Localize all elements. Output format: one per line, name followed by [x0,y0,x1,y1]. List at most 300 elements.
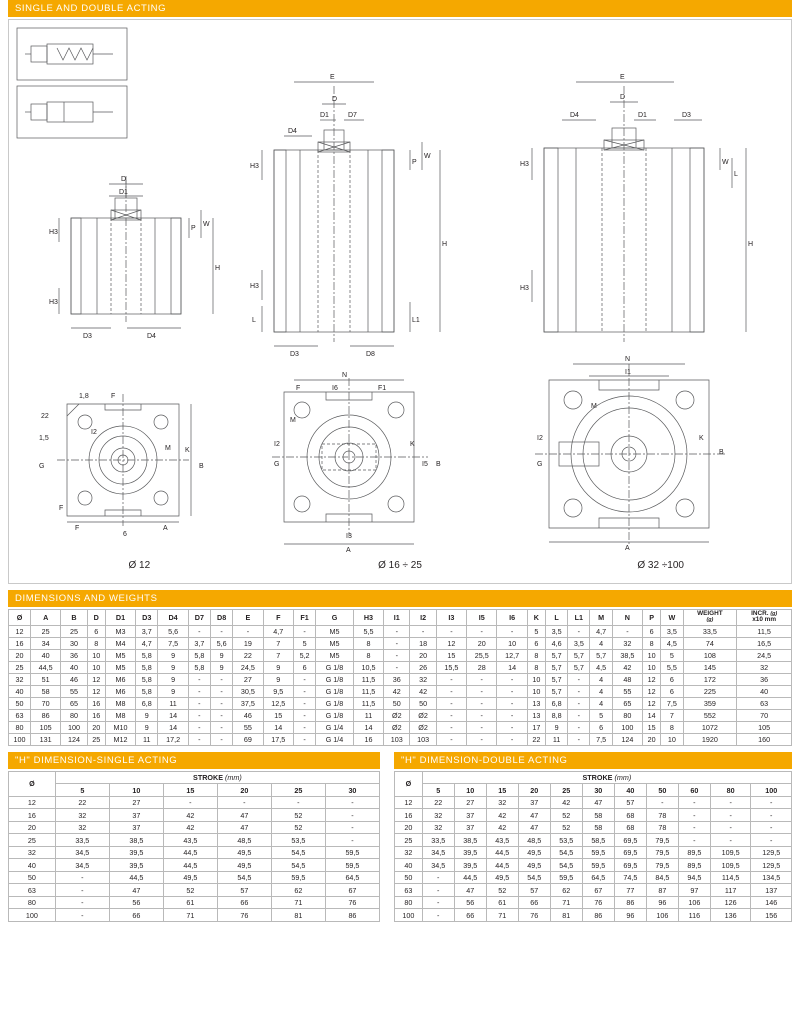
h-double-stroke-head [422,771,791,784]
table-cell: 24,5 [737,649,792,661]
svg-text:P: P [191,225,196,232]
svg-text:M: M [165,445,171,452]
table-cell: 10 [643,661,661,673]
table-row [9,809,380,822]
table-cell: 80 [61,709,87,721]
table-cell: 63 [395,884,423,897]
table-cell: 76 [217,909,271,922]
dimensions-col-head: WEIGHT (g) [683,610,737,626]
table-cell: 53,5 [550,834,582,847]
table-cell: 96 [614,909,646,922]
table-cell: - [188,709,210,721]
stroke-col-head: 10 [109,784,163,797]
table-cell: 9 [158,673,188,685]
section-header-h-single: "H" DIMENSION-SINGLE ACTING [8,752,380,769]
svg-text:P: P [412,159,417,166]
table-row [9,649,792,661]
table-cell: M6 [105,685,135,697]
table-cell: 5,6 [211,637,233,649]
table-row [9,884,380,897]
table-cell: 17 [527,721,545,733]
table-cell: 59,5 [271,871,325,884]
table-cell: 32 [55,821,109,834]
table-cell: - [436,697,466,709]
table-cell: 7 [263,637,293,649]
table-cell: 15 [643,721,661,733]
table-cell: - [188,733,210,745]
table-cell: 11,5 [353,685,383,697]
table-cell: - [188,721,210,733]
table-cell: 25 [9,834,56,847]
table-cell: 25 [395,834,423,847]
table-cell: 10 [661,733,683,745]
svg-text:H3: H3 [520,161,529,168]
table-cell: 32 [422,821,454,834]
h-double-stroke-unit: (mm) [614,773,632,783]
table-cell: 6,8 [136,697,158,709]
table-row [9,697,792,709]
table-cell: 129,5 [751,859,792,872]
table-cell: 34,5 [55,859,109,872]
table-row [395,796,792,809]
svg-text:I1: I1 [625,369,631,376]
table-cell: 5,7 [545,661,567,673]
table-cell: - [211,685,233,697]
table-cell: 20 [410,649,436,661]
table-cell: 172 [683,673,737,685]
table-cell: 25,5 [467,649,497,661]
table-cell: 50 [9,871,56,884]
table-cell: 69,5 [614,859,646,872]
table-cell: - [325,796,379,809]
table-cell: - [211,673,233,685]
table-cell: 33,5 [55,834,109,847]
table-cell: 124 [61,733,87,745]
table-cell: 54,5 [550,846,582,859]
table-cell: M8 [105,697,135,709]
table-cell: - [384,637,410,649]
table-cell: - [678,809,710,822]
table-cell: Ø2 [410,721,436,733]
table-cell: - [568,685,590,697]
table-cell: 80 [9,721,31,733]
table-cell: 16 [9,809,56,822]
table-cell: - [568,709,590,721]
table-row [395,884,792,897]
table-cell: 15,5 [436,661,466,673]
table-cell: - [422,871,454,884]
h-single-diameter-head: Ø [9,771,56,796]
table-cell: 81 [550,909,582,922]
table-cell: M5 [316,625,354,637]
svg-text:M: M [591,403,597,410]
caption-row [9,560,791,571]
table-cell: 5,8 [136,661,158,673]
table-cell: - [293,733,315,745]
table-cell: 12 [643,697,661,709]
table-cell: 69 [233,733,263,745]
table-cell: 5,7 [590,649,612,661]
table-cell: 80 [9,896,56,909]
table-cell: 50 [9,697,31,709]
table-row [9,685,792,697]
stroke-col-head: 40 [614,784,646,797]
table-cell: 71 [163,909,217,922]
svg-text:D3: D3 [682,112,691,119]
table-cell: 6 [293,661,315,673]
table-cell: 3,7 [188,637,210,649]
table-row [395,871,792,884]
table-cell: 11,5 [737,625,792,637]
table-cell: 3,5 [661,625,683,637]
table-cell: M10 [105,721,135,733]
table-cell: - [467,673,497,685]
table-cell: 225 [683,685,737,697]
dimensions-col-head: D8 [211,610,233,626]
table-cell: 44,5 [31,661,61,673]
table-cell: - [211,733,233,745]
table-cell: 59,5 [550,871,582,884]
table-cell: 32 [9,846,56,859]
table-cell: 50 [395,871,423,884]
table-cell: - [612,625,642,637]
svg-text:I2: I2 [91,429,97,436]
table-cell: 22 [55,796,109,809]
table-cell: 55 [612,685,642,697]
table-cell: 106 [678,896,710,909]
table-cell: 12,7 [497,649,527,661]
table-cell: 54,5 [518,871,550,884]
table-cell: 55 [61,685,87,697]
table-cell: 9 [263,673,293,685]
table-cell: 7,5 [590,733,612,745]
svg-text:F: F [111,393,116,400]
stroke-col-head: 5 [55,784,109,797]
table-cell: 5,7 [568,661,590,673]
table-cell: 86 [325,909,379,922]
table-cell: - [710,821,751,834]
svg-text:L: L [252,317,256,324]
table-cell: 12 [9,796,56,809]
table-row [9,733,792,745]
table-cell: 117 [710,884,751,897]
table-cell: 74,5 [614,871,646,884]
svg-text:N: N [625,356,631,363]
table-cell: 84,5 [646,871,678,884]
table-cell: 68 [614,809,646,822]
stroke-col-head: 100 [751,784,792,797]
table-cell: 5,5 [353,625,383,637]
svg-text:E: E [330,74,335,81]
table-cell: 11,5 [353,697,383,709]
table-row [9,709,792,721]
svg-text:G: G [39,463,45,470]
table-cell: - [271,796,325,809]
table-cell: 47 [518,821,550,834]
table-cell: 10,5 [353,661,383,673]
table-cell: 96 [646,896,678,909]
table-cell: 126 [710,896,751,909]
table-cell: 70 [737,709,792,721]
table-cell: 36 [737,673,792,685]
table-cell: M6 [105,673,135,685]
dimensions-col-head: M [590,610,612,626]
table-cell: 32 [395,846,423,859]
table-cell: 10 [87,661,105,673]
table-cell: 9 [136,709,158,721]
table-cell: - [293,673,315,685]
table-cell: 109,5 [710,859,751,872]
table-cell: - [568,673,590,685]
svg-text:I6: I6 [332,385,338,392]
table-cell: Ø2 [410,709,436,721]
svg-text:H3: H3 [520,285,529,292]
table-cell: 27 [109,796,163,809]
table-cell: - [217,796,271,809]
table-cell: 105 [31,721,61,733]
svg-text:D8: D8 [366,351,375,358]
table-cell: - [467,733,497,745]
table-cell: - [325,821,379,834]
svg-text:W: W [424,153,431,160]
stroke-col-head: 20 [217,784,271,797]
svg-text:I3: I3 [346,533,352,540]
table-cell: - [467,709,497,721]
table-cell: 9 [136,721,158,733]
table-cell: 79,5 [646,859,678,872]
table-cell: 66 [454,909,486,922]
table-cell: G 1/8 [316,673,354,685]
table-cell: 9 [211,661,233,673]
table-cell: 5,5 [661,661,683,673]
dimensions-col-head: D [87,610,105,626]
h-single-head [9,771,380,796]
table-row [9,661,792,673]
h-double-stroke-values-row [395,784,792,797]
table-cell: 42 [384,685,410,697]
table-cell: 134,5 [751,871,792,884]
table-cell: - [293,685,315,697]
table-cell: - [188,673,210,685]
table-cell: - [422,909,454,922]
svg-text:A: A [625,545,630,552]
table-cell: 62 [550,884,582,897]
svg-text:L1: L1 [412,317,420,324]
table-cell: 5,8 [188,649,210,661]
table-cell: 54,5 [550,859,582,872]
table-cell: 4,7 [263,625,293,637]
table-cell: 11 [353,709,383,721]
section-header-h-double: "H" DIMENSION-DOUBLE ACTING [394,752,792,769]
table-cell: 66 [109,909,163,922]
dimensions-col-head: K [527,610,545,626]
table-cell: 109,5 [710,846,751,859]
dimensions-col-head: INCR. (g) x10 mm [737,610,792,626]
table-cell: 22 [233,649,263,661]
table-cell: 4 [590,697,612,709]
table-cell: 47 [217,809,271,822]
table-cell: 146 [751,896,792,909]
table-cell: 34,5 [55,846,109,859]
table-cell: 124 [612,733,642,745]
table-cell: 4 [590,685,612,697]
table-cell: - [678,796,710,809]
table-cell: - [422,896,454,909]
table-row [395,821,792,834]
table-cell: - [751,821,792,834]
table-row [9,721,792,733]
h-single-body [9,796,380,921]
table-cell: 100 [9,909,56,922]
svg-text:K: K [699,435,704,442]
table-cell: 20 [87,721,105,733]
table-cell: 49,5 [163,871,217,884]
table-cell: 5 [293,637,315,649]
table-cell: 3,5 [545,625,567,637]
caption-d16-25: Ø 16 ÷ 25 [378,560,422,571]
table-cell: 76 [325,896,379,909]
table-cell: 9 [545,721,567,733]
table-cell: 42 [410,685,436,697]
table-cell: 48 [612,673,642,685]
table-cell: 5,8 [136,685,158,697]
table-cell: 64,5 [325,871,379,884]
table-cell: 14 [643,709,661,721]
table-cell: 7 [263,649,293,661]
table-cell: 9,5 [263,685,293,697]
table-cell: 10 [527,685,545,697]
table-cell: 16 [87,697,105,709]
table-row [9,821,380,834]
table-cell: 47 [109,884,163,897]
svg-text:1,5: 1,5 [39,435,49,442]
table-cell: 34 [31,637,61,649]
table-cell: 6 [87,625,105,637]
table-cell: 58,5 [582,834,614,847]
table-cell: 39,5 [454,859,486,872]
table-cell: 37 [454,821,486,834]
table-cell: - [497,685,527,697]
table-row [395,859,792,872]
svg-text:W: W [722,159,729,166]
table-cell: 4,7 [590,625,612,637]
table-cell: - [293,709,315,721]
table-cell: 47 [217,821,271,834]
table-cell: - [751,796,792,809]
table-cell: - [568,625,590,637]
table-cell: - [422,884,454,897]
table-cell: 54,5 [271,846,325,859]
table-cell: 61 [163,896,217,909]
table-cell: M5 [105,661,135,673]
table-cell: 103 [410,733,436,745]
table-cell: 7,5 [158,637,188,649]
table-cell: M5 [105,649,135,661]
table-cell: - [384,625,410,637]
svg-text:D4: D4 [288,128,297,135]
table-row [9,871,380,884]
table-cell: 11 [158,697,188,709]
table-cell: 78 [646,809,678,822]
table-cell: - [678,834,710,847]
dimensions-col-head: A [31,610,61,626]
table-row [9,859,380,872]
table-cell: 78 [646,821,678,834]
svg-text:D4: D4 [570,112,579,119]
table-cell: Ø2 [384,709,410,721]
svg-text:A: A [346,547,351,554]
svg-text:H: H [748,241,754,248]
table-cell: 43,5 [163,834,217,847]
table-cell: - [55,871,109,884]
table-cell: 12 [9,625,31,637]
table-cell: 46 [61,673,87,685]
table-cell: 26 [410,661,436,673]
stroke-col-head: 15 [163,784,217,797]
table-cell: 20 [643,733,661,745]
stroke-col-head: 25 [550,784,582,797]
svg-text:6: 6 [123,531,127,538]
table-cell: 9 [158,685,188,697]
table-cell: - [568,697,590,709]
stroke-col-head: 25 [271,784,325,797]
svg-text:D1: D1 [320,112,329,119]
svg-text:H3: H3 [250,283,259,290]
h-double-body [395,796,792,921]
table-cell: 44,5 [454,871,486,884]
table-cell: 16 [395,809,423,822]
table-cell: 94,5 [678,871,710,884]
table-cell: 20 [467,637,497,649]
table-cell: 17,2 [158,733,188,745]
table-cell: 63 [737,697,792,709]
table-cell: - [384,661,410,673]
caption-d12: Ø 12 [128,560,151,571]
table-cell: 15 [436,649,466,661]
stroke-col-head: 50 [646,784,678,797]
table-cell: 32 [9,673,31,685]
svg-text:I5: I5 [422,461,428,468]
svg-text:M: M [290,417,296,424]
table-cell: 49,5 [217,846,271,859]
table-cell: 6,8 [545,697,567,709]
table-cell: 64,5 [582,871,614,884]
table-cell: 56 [454,896,486,909]
stroke-col-head: 10 [454,784,486,797]
table-row [9,625,792,637]
svg-text:L: L [734,171,738,178]
table-cell: 5,8 [136,649,158,661]
svg-text:D7: D7 [348,112,357,119]
table-cell: - [497,709,527,721]
table-cell: - [325,809,379,822]
table-cell: - [467,685,497,697]
svg-text:I2: I2 [274,441,280,448]
table-cell: 1072 [683,721,737,733]
table-cell: 6 [527,637,545,649]
table-cell: 67 [582,884,614,897]
table-row [9,834,380,847]
table-cell: 11,5 [353,673,383,685]
table-cell: 11 [136,733,158,745]
table-cell: G 1/8 [316,709,354,721]
table-cell: 49,5 [217,859,271,872]
table-cell: 58 [582,821,614,834]
table-cell: 16 [87,709,105,721]
table-cell: 59,5 [325,846,379,859]
table-cell: 11 [545,733,567,745]
h-single-table [8,771,380,922]
